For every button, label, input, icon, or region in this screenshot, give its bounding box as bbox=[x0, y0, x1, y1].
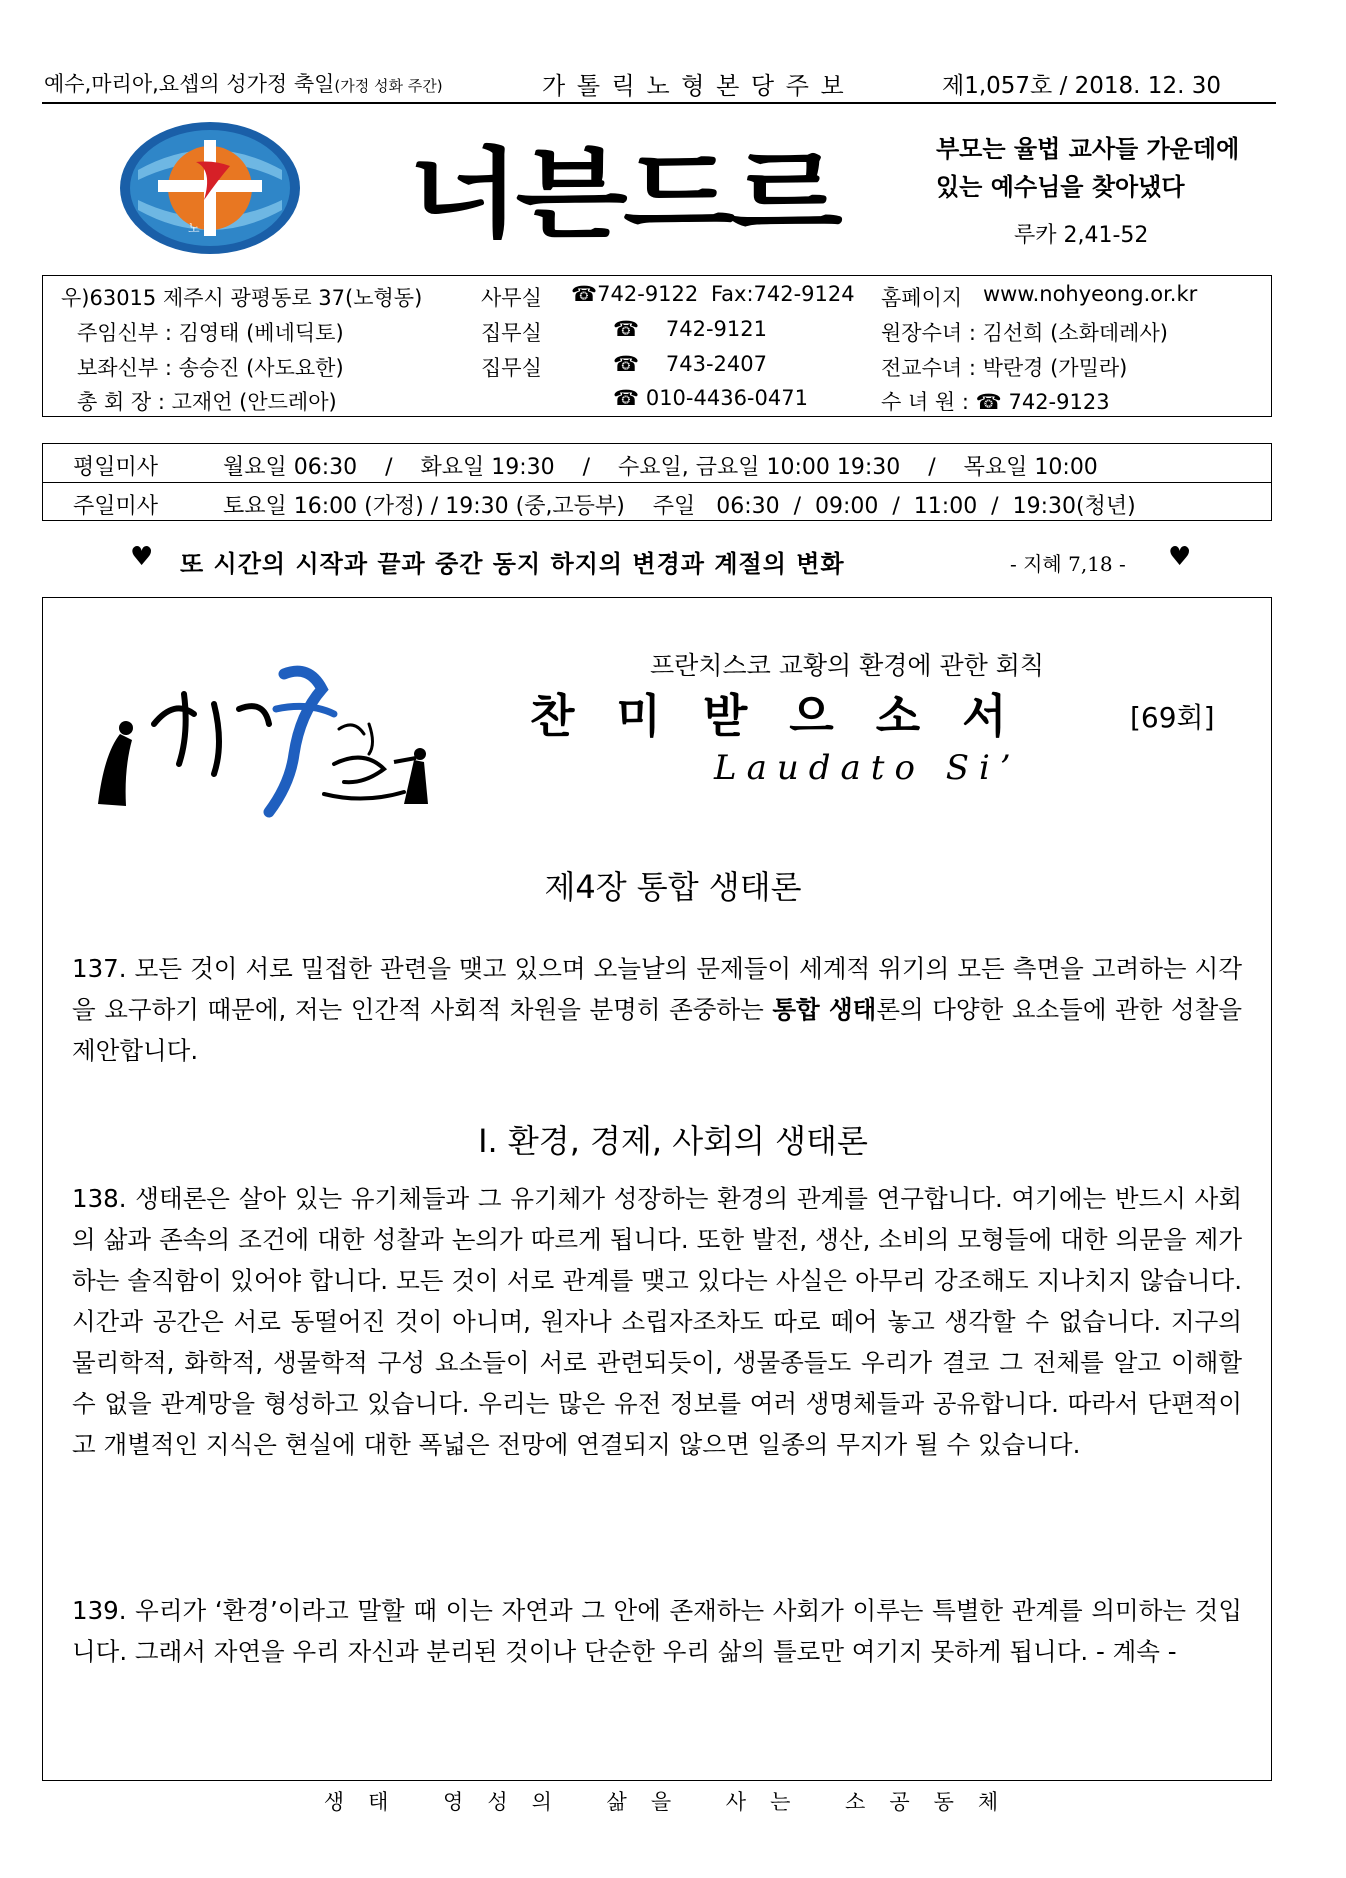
svg-text:너븐드르: 너븐드르 bbox=[408, 140, 844, 240]
mission-sister: 전교수녀 : 박란경 (가밀라) bbox=[881, 356, 1128, 380]
convent: 수 녀 원 : ☎ 742-9123 bbox=[881, 390, 1110, 414]
verse-text: 또 시간의 시작과 끝과 중간 동지 하지의 변경과 계절의 변화 bbox=[180, 550, 845, 578]
homepage-url[interactable]: www.nohyeong.or.kr bbox=[983, 282, 1198, 306]
bowing-figure-right-icon bbox=[394, 748, 428, 804]
heart-icon: ♥ bbox=[130, 542, 154, 572]
encyclical-title: 찬미받으소서 bbox=[530, 689, 1049, 743]
paragraph-137: 137. 모든 것이 서로 밀접한 관련을 맺고 있으며 오늘날의 문제들이 세계적 위기의 모든 측면을 고려하는 시각을 요구하기 때문에, 저는 인간적 사회적 차원을 분명히 존중하는 통합 생태론의 다양한 요소들에 관한 성찰을 제안합니다. bbox=[72, 954, 1242, 1065]
footer-slogan: 생태 영성의 삶을 사는 소공동체 bbox=[323, 1790, 1023, 1814]
assistant-office: 집무실 bbox=[481, 356, 542, 380]
encyclical-latin-title: Laudato Si’ bbox=[714, 748, 1021, 788]
newsletter-title bbox=[408, 140, 848, 240]
feast-title: 예수,마리아,요셉의 성가정 축일(가정 성화 주간) bbox=[44, 72, 443, 96]
section-heading: Ⅰ. 환경, 경제, 사회의 생태론 bbox=[478, 1122, 868, 1160]
fax-number: Fax:742-9124 bbox=[711, 282, 855, 306]
chapter-heading: 제4장 통합 생태론 bbox=[544, 868, 802, 906]
address: 우)63015 제주시 광평동로 37(노형동) bbox=[61, 286, 423, 310]
heart-icon: ♥ bbox=[1168, 542, 1192, 572]
pastor-office: 집무실 bbox=[481, 321, 542, 345]
sunday-mass-times: 토요일 16:00 (가정) / 19:30 (중,고등부) 주일 06:30 / 09:00 / 11:00 / 19:30(청년) bbox=[223, 494, 1136, 519]
weekday-mass-label: 평일미사 bbox=[73, 455, 159, 480]
homepage-label: 홈페이지 bbox=[881, 286, 963, 310]
mass-times-box bbox=[42, 443, 1272, 521]
council-president: 총 회 장 : 고재언 (안드레아) bbox=[77, 390, 337, 414]
assistant-phone: ☎ 743-2407 bbox=[613, 352, 767, 376]
svg-text:새해 복 많이 받으세요: 새해 복 많이 받으세요 bbox=[64, 654, 74, 655]
gospel-quote: 부모는 율법 교사들 가운데에 있는 예수님을 찾아냈다 bbox=[936, 135, 1240, 201]
president-phone: ☎ 010-4436-0471 bbox=[613, 386, 808, 410]
parish-info-box bbox=[42, 275, 1272, 417]
pastor: 주임신부 : 김영태 (베네딕토) bbox=[77, 321, 344, 345]
publication-name: 가 톨 릭 노 형 본 당 주 보 bbox=[542, 72, 846, 100]
paragraph-138: 138. 생태론은 살아 있는 유기체들과 그 유기체가 성장하는 환경의 관계를 연구합니다. 여기에는 반드시 사회의 삶과 존속의 조건에 대한 성찰과 논의가 따르게 됩니다. 또한 발전, 생산, 소비의 모형들에 대한 의문을 제가하는 솔직함이 있어야 합니다. 모든 것이 서로 관계를 맺고 있다는 사실은 아무리 강조해도 지나치지 않습니다. 시간과 공간은 서로 동떨어진 것이 아니며, 원자나 소립자조차도 따로 떼어 놓고 생각할 수 없습니다. 지구의 물리학적, 화학적, 생물학적 구성 요소들이 서로 관련되듯이, 생물종들도 우리가 결코 그 전체를 알고 이해할 수 없을 관계망을 형성하고 있습니다. 우리는 많은 유전 정보를 여러 생명체들과 공유합니다. 따라서 단편적이고 개별적인 지식은 현실에 대한 폭넓은 전망에 연결되지 않으면 일종의 무지가 될 수 있습니다. bbox=[72, 1184, 1242, 1459]
office-phone: ☎742-9122 bbox=[571, 282, 699, 306]
top-bar bbox=[42, 62, 1276, 104]
assistant-priest: 보좌신부 : 송승진 (사도요한) bbox=[77, 356, 344, 380]
office-label: 사무실 bbox=[481, 286, 542, 310]
svg-text:노 형: 노 형 bbox=[188, 221, 215, 235]
head-sister: 원장수녀 : 김선희 (소화데레사) bbox=[881, 321, 1168, 345]
weekday-mass-times: 월요일 06:30 / 화요일 19:30 / 수요일, 금요일 10:00 19:30 / 목요일 10:00 bbox=[223, 455, 1098, 480]
new-year-calligraphy bbox=[64, 654, 484, 824]
encyclical-subtitle: 프란치스코 교황의 환경에 관한 회칙 bbox=[650, 651, 1045, 680]
parish-logo-icon bbox=[118, 120, 302, 256]
sunday-mass-label: 주일미사 bbox=[73, 494, 159, 519]
pastor-phone: ☎ 742-9121 bbox=[613, 317, 767, 341]
verse-line bbox=[42, 538, 1276, 582]
paragraph-139: 139. 우리가 ‘환경’이라고 말할 때 이는 자연과 그 안에 존재하는 사회가 이루는 특별한 관계를 의미하는 것입니다. 그래서 자연을 우리 자신과 분리된 것이나 단순한 우리 삶의 틀로만 여기지 못하게 됩니다. - 계속 - bbox=[72, 1596, 1242, 1666]
gospel-ref: 루카 2,41-52 bbox=[1014, 223, 1149, 248]
bowing-figure-left-icon bbox=[98, 721, 133, 806]
encyclical-count: [69회] bbox=[1130, 701, 1215, 734]
issue-date: 제1,057호 / 2018. 12. 30 bbox=[942, 73, 1221, 99]
verse-ref: - 지혜 7,18 - bbox=[1010, 552, 1126, 576]
